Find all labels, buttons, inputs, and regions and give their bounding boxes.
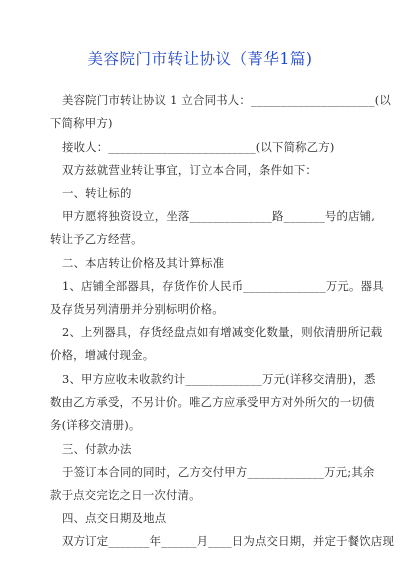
body-line: 及存货另列清册并分别标明价格。 xyxy=(50,302,224,316)
body-line: 务(详移交清册)。 xyxy=(50,418,141,432)
body-line: 数由乙方承受，不另计价。唯乙方应承受甲方对外所欠的一切债 xyxy=(50,395,375,409)
section-heading: 四、点交日期及地点 xyxy=(62,511,167,525)
section-heading: 一、转让标的 xyxy=(62,186,132,200)
body-line: 转让予乙方经营。 xyxy=(50,232,143,246)
document-title: 美容院门市转让协议（菁华1篇) xyxy=(87,50,313,68)
section-heading: 二、本店转让价格及其计算标准 xyxy=(62,256,225,270)
body-line: 价格，增减付现金。 xyxy=(50,348,155,362)
section-heading: 三、付款办法 xyxy=(62,442,132,456)
body-line: 双方兹就营业转让事宜，订立本合同，条件如下： xyxy=(62,163,317,177)
body-line: 接收人：_________________________(以下简称乙方) xyxy=(62,140,335,154)
body-line: 1、店铺全部器具，存货作价人民币______________万元。器具 xyxy=(62,279,384,293)
body-line: 甲方愿将独资设立，坐落______________路_______号的店铺, xyxy=(62,209,376,223)
body-line: 3、甲方应收未收款约计_____________万元(详移交清册)，悉 xyxy=(62,372,376,386)
body-line: 款于点交完讫之日一次付清。 xyxy=(50,488,201,502)
body-line: 下简称甲方) xyxy=(50,116,113,130)
body-line: 于签订本合同的同时，乙方交付甲方_____________万元;其余 xyxy=(62,465,375,479)
body-line: 2、上列器具，存货经盘点如有增减变化数量，则依清册所记载 xyxy=(62,325,383,339)
body-line: 美容院门市转让协议 1 立合同书人：_____________________(以 xyxy=(62,93,391,107)
body-line: 双方订定_______年______月____日为点交日期，并定于餐饮店现 xyxy=(62,534,395,548)
